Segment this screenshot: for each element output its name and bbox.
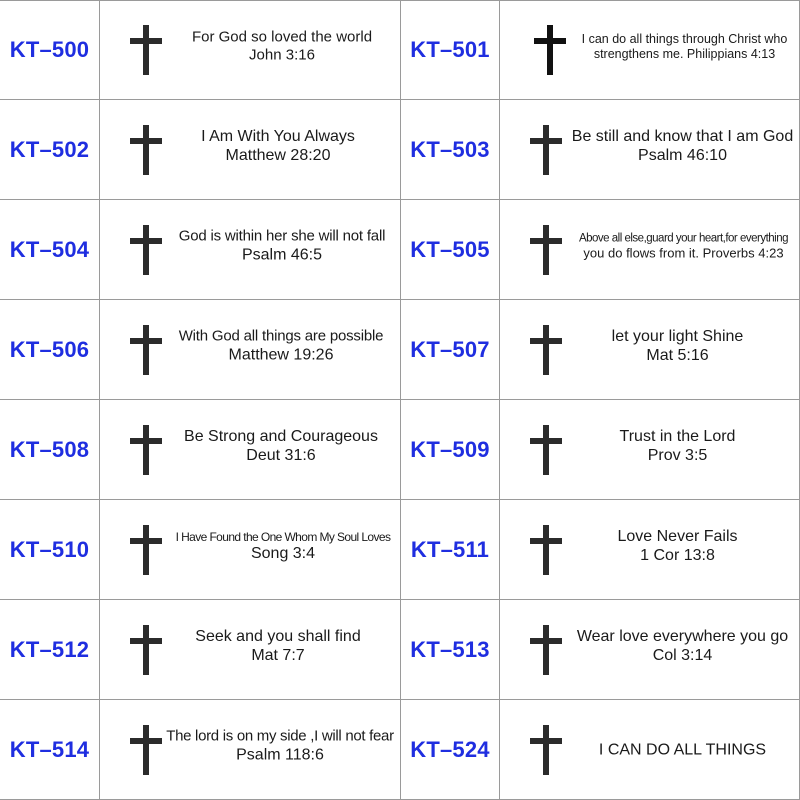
verse-text — [164, 327, 398, 364]
product-code: KT–503 — [410, 136, 490, 162]
verse-line-1: I Have Found the One Whom My Soul Loves — [175, 529, 391, 544]
code-cell — [0, 100, 100, 200]
product-code: KT–509 — [410, 436, 490, 462]
verse-line-2: Psalm 118:6 — [236, 746, 324, 764]
cross-icon — [130, 325, 162, 375]
code-cell — [0, 600, 100, 700]
cross-icon — [530, 725, 562, 775]
product-code: KT–511 — [410, 536, 490, 562]
code-cell — [401, 300, 500, 400]
verse-text — [168, 529, 398, 563]
design-cell — [500, 0, 800, 100]
code-cell — [0, 500, 100, 600]
cross-icon — [530, 525, 562, 575]
cross-icon — [530, 325, 562, 375]
code-cell — [401, 200, 500, 300]
design-cell — [500, 100, 800, 200]
design-cell — [500, 600, 800, 700]
code-cell — [0, 700, 100, 800]
verse-text — [162, 727, 398, 764]
product-code: KT–507 — [410, 336, 490, 362]
cross-icon — [530, 125, 562, 175]
verse-line-2: John 3:16 — [249, 46, 315, 64]
cross-icon — [530, 425, 562, 475]
verse-line-1: Love Never Fails — [617, 527, 738, 545]
design-cell — [100, 100, 401, 200]
code-cell — [0, 0, 100, 100]
product-code: KT–513 — [410, 636, 490, 662]
verse-line-1: I CAN DO ALL THINGS — [598, 740, 767, 758]
cross-icon — [530, 225, 562, 275]
code-cell — [0, 400, 100, 500]
cross-icon — [130, 625, 162, 675]
verse-line-1: Above all else,guard your heart,for everything — [578, 231, 789, 244]
verse-text — [166, 426, 396, 464]
verse-line-2: Mat 5:16 — [646, 346, 709, 364]
code-cell — [401, 400, 500, 500]
verse-line-2: Prov 3:5 — [647, 446, 708, 464]
verse-text — [160, 626, 396, 664]
verse-text — [568, 626, 797, 664]
product-code: KT–508 — [9, 436, 90, 462]
verse-line-2: strengthens me. Philippians 4:13 — [593, 47, 776, 61]
verse-text — [560, 426, 795, 464]
verse-line-1: Seek and you shall find — [195, 627, 361, 645]
verse-line-1: Be still and know that I am God — [571, 127, 794, 145]
product-code: KT–524 — [410, 736, 490, 762]
cross-icon — [130, 725, 162, 775]
code-cell — [401, 600, 500, 700]
verse-line-1: Trust in the Lord — [619, 427, 736, 445]
verse-line-1: God is within her she will not fall — [178, 227, 386, 245]
code-cell — [0, 200, 100, 300]
verse-line-2: Psalm 46:10 — [638, 146, 727, 164]
verse-line-1: The lord is on my side ,I will not fear — [166, 727, 394, 745]
verse-line-1: For God so loved the world — [191, 28, 373, 46]
cross-icon — [534, 25, 566, 75]
verse-line-1: let your light Shine — [611, 327, 744, 345]
verse-text — [560, 526, 795, 564]
verse-line-2: Matthew 19:26 — [228, 346, 334, 364]
verse-line-2: Deut 31:6 — [246, 446, 316, 464]
product-code: KT–510 — [9, 536, 90, 562]
design-cell — [500, 300, 800, 400]
design-cell — [500, 500, 800, 600]
verse-line-1: Wear love everywhere you go — [576, 627, 789, 645]
verse-text — [570, 232, 797, 261]
verse-line-2: Song 3:4 — [250, 544, 316, 562]
design-cell — [100, 0, 401, 100]
product-code: KT–502 — [9, 136, 90, 162]
design-cell — [500, 700, 800, 800]
verse-line-2: 1 Cor 13:8 — [640, 546, 715, 564]
code-cell — [401, 700, 500, 800]
product-code: KT–514 — [9, 736, 90, 762]
design-cell — [100, 300, 401, 400]
cross-icon — [130, 525, 162, 575]
design-cell — [100, 400, 401, 500]
verse-text — [570, 126, 795, 164]
cross-icon — [130, 225, 162, 275]
design-cell — [100, 600, 401, 700]
cross-icon — [130, 25, 162, 75]
verse-text — [560, 326, 795, 364]
product-code: KT–500 — [9, 37, 90, 62]
verse-text — [168, 28, 396, 64]
cross-icon — [130, 425, 162, 475]
code-cell — [401, 0, 500, 100]
verse-text — [570, 740, 795, 759]
verse-line-2: Psalm 46:5 — [241, 246, 323, 264]
verse-line-1: I can do all things through Christ who — [581, 32, 788, 46]
verse-line-1: With God all things are possible — [178, 327, 384, 345]
cross-icon — [130, 125, 162, 175]
design-cell — [100, 200, 401, 300]
verse-line-2: Col 3:14 — [652, 646, 713, 664]
product-code: KT–505 — [410, 236, 490, 262]
verse-text — [166, 227, 398, 264]
product-code: KT–504 — [9, 236, 90, 262]
design-cell — [100, 500, 401, 600]
verse-line-2: you do flows from it. Proverbs 4:23 — [583, 245, 784, 261]
design-cell — [500, 200, 800, 300]
design-cell — [500, 400, 800, 500]
product-code: KT–512 — [9, 636, 90, 662]
verse-line-2: Mat 7:7 — [251, 646, 305, 664]
product-code: KT–501 — [410, 37, 490, 62]
product-code: KT–506 — [9, 336, 90, 362]
code-cell — [401, 100, 500, 200]
verse-text — [572, 32, 797, 62]
verse-text — [160, 126, 396, 164]
cross-icon — [530, 625, 562, 675]
code-cell — [0, 300, 100, 400]
code-cell — [401, 500, 500, 600]
verse-line-1: I Am With You Always — [201, 127, 355, 145]
design-cell — [100, 700, 401, 800]
verse-line-1: Be Strong and Courageous — [184, 427, 378, 445]
verse-line-2: Matthew 28:20 — [225, 146, 331, 164]
